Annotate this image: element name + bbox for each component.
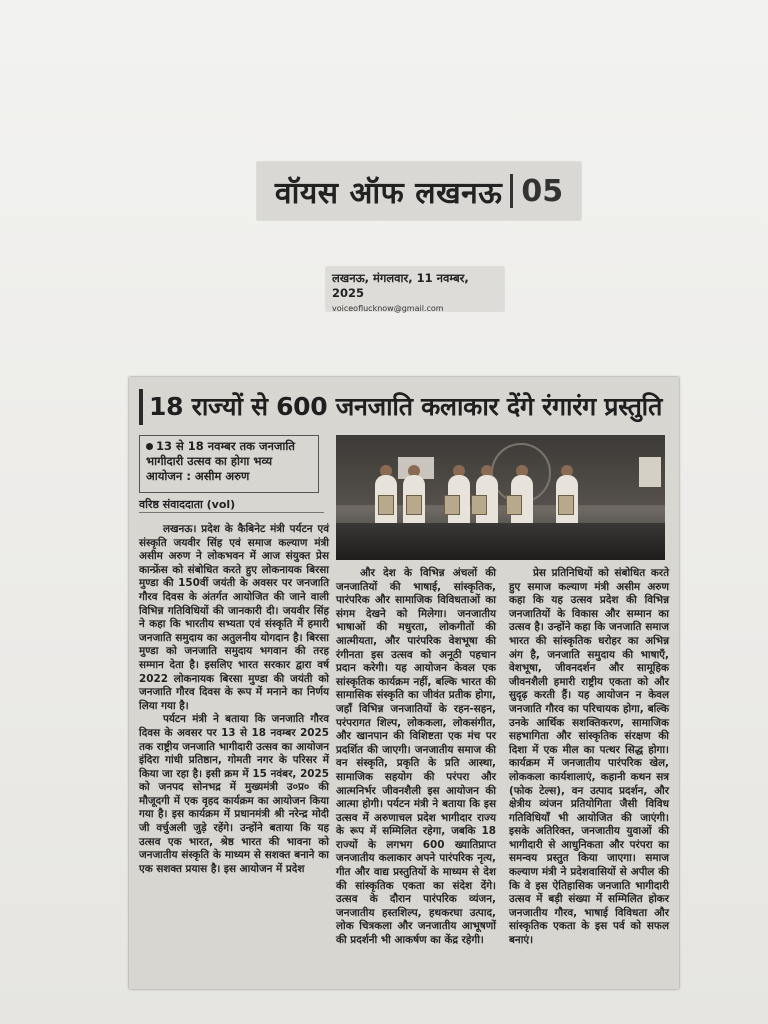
held-booklet bbox=[558, 495, 574, 515]
held-booklet bbox=[506, 495, 522, 515]
paragraph: लखनऊ। प्रदेश के कैबिनेट मंत्री पर्यटन एवं संस्कृति जयवीर सिंह एवं समाज कल्याण मंत्री असीम अरुण ने लोकभवन में आज संयुक्त प्रेस कान्फ्रेंस को संबोधित करते हुए लोकनायक बिरसा मुण्डा की 150वीं जयंती के अवसर पर जनजाति गौरव दिवस के अंतर्गत आयोजित की जाने वाली विभिन्न गतिविधियों की जानकारी दी। जयवीर सिंह ने कहा कि भारतीय सभ्यता एवं संस्कृति में हमारी जनजाति समुदाय का अतुलनीय योगदान है। बिरसा मुण्डा को जनजाति समुदाय भगवान की तरह सम्मान देता है। इसलिए भारत सरकार द्वारा वर्ष 2022 लोकनायक बिरसा मुण्डा की जयंती को जनजाति गौरव दिवस के रूप में मनाने का निर्णय लिया गया है। bbox=[139, 523, 329, 712]
bullet-icon bbox=[146, 443, 153, 450]
byline: वरिष्ठ संवाददाता (vol) bbox=[139, 498, 236, 511]
headline-bar bbox=[139, 389, 143, 425]
byline-rule bbox=[139, 512, 324, 513]
paragraph: पर्यटन मंत्री ने बताया कि जनजाति गौरव दिवस के अवसर पर 13 से 18 नवम्बर 2025 तक राष्ट्रीय जनजाति भागीदारी उत्सव का आयोजन इंदिरा गांधी प्रतिष्ठान, गोमती नगर के परिसर में किया जा रहा है। इसी क्रम में 15 नवंबर, 2025 को जनपद सोनभद्र में मुख्यमंत्री उ०प्र० की मौजूदगी में एक वृहद कार्यक्रम का आयोजन किया गया है। इस कार्यक्रम में प्रधानमंत्री श्री नरेन्द्र मोदी जी वर्चुअली जुड़े रहेंगे। उन्होंने बताया कि यह उत्सव एक भारत, श्रेष्ठ भारत की भावना को जनजातीय संस्कृति के माध्यम से सशक्त बनाने का एक सशक्त प्रयास है। इस आयोजन में प्रदेश bbox=[139, 713, 329, 875]
photo-table bbox=[336, 523, 665, 560]
press-conference-photo bbox=[336, 435, 665, 560]
highlight-text: 13 से 18 नवम्बर तक जनजाति भागीदारी उत्सव का होगा भव्य आयोजन : असीम अरुण bbox=[146, 439, 295, 483]
page-number: 05 bbox=[521, 173, 564, 209]
held-booklet bbox=[444, 495, 460, 515]
article-column-2 bbox=[336, 567, 496, 948]
paragraph: प्रेस प्रतिनिधियों को संबोधित करते हुए समाज कल्याण मंत्री असीम अरुण कहा कि यह उत्सव प्रदेश की विभिन्न जनजातियों के विकास और सम्मान का उत्सव है। उन्होंने कहा कि जनजाति समाज भारत की सांस्कृतिक धरोहर का अभिन्न अंग है, जनजाति समुदाय की भाषाएँ, वेशभूषा, जीवनदर्शन और सामूहिक जीवनशैली हमारी राष्ट्रीय एकता को और सुदृढ़ करती हैं। यह आयोजन न केवल जनजाति गौरव का परिचायक होगा, बल्कि उनके आर्थिक सशक्तिकरण, सामाजिक सहभागिता और सांस्कृतिक संरक्षण की दिशा में एक मील का पत्थर सिद्ध होगा। कार्यक्रम में जनजातीय पारंपरिक खेल, लोककला कार्यशालाएं, कहानी कथन सत्र (फोक टेल्स), वन उत्पाद प्रदर्शन, और क्षेत्रीय व्यंजन प्रतियोगिता जैसी विविध गतिविधियाँ भी आयोजित की जाएंगी। इसके अतिरिक्त, जनजातीय युवाओं की भागीदारी से आधुनिकता और परंपरा का समन्वय प्रस्तुत किया जाएगा। समाज कल्याण मंत्री ने प्रदेशवासियों से अपील की कि वे इस ऐतिहासिक जनजाति भागीदारी उत्सव में बड़ी संख्या में सम्मिलित होकर जनजातीय गौरव, भाषाई विविधता और सांस्कृतिक एकता के इस पर्व को सफल बनाएं। bbox=[509, 567, 669, 947]
masthead-title: वॉयस ऑफ लखनऊ bbox=[274, 175, 503, 211]
masthead bbox=[257, 162, 581, 220]
date-text: लखनऊ, मंगलवार, 11 नवम्बर, 2025 bbox=[332, 271, 469, 300]
held-booklet bbox=[378, 495, 394, 515]
article-column-3 bbox=[509, 567, 669, 948]
held-booklet bbox=[471, 495, 487, 515]
paragraph: और देश के विभिन्न अंचलों की जनजातियों की भाषाई, सांस्कृतिक, पारंपरिक और सामाजिक विविधताओं का संगम देखने को मिलेगा। जनजातीय भाषाओं की मधुरता, लोकगीतों की आत्मीयता, और पारंपरिक वेशभूषा की रंगीनता इस उत्सव को अनूठी पहचान प्रदान करेगी। यह आयोजन केवल एक सांस्कृतिक कार्यक्रम नहीं, बल्कि भारत की सामासिक संस्कृति का जीवंत प्रतीक होगा, जहाँ विभिन्न जनजातियों के रहन-सहन, परंपरागत शिल्प, लोककला, लोकसंगीत, और खानपान की विशिष्टता एक मंच पर प्रदर्शित की जाएगी। जनजातीय समाज की वन संस्कृति, प्रकृति के प्रति आस्था, सामाजिक सहयोग की परंपरा और आत्मनिर्भर जीवनशैली इस आयोजन की आत्मा होगी। पर्यटन मंत्री ने बताया कि इस उत्सव में अरुणाचल प्रदेश भागीदार राज्य के रूप में सम्मिलित रहेगा, जबकि 18 राज्यों के लगभग 600 ख्यातिप्राप्त जनजातीय कलाकार अपने पारंपरिक नृत्य, गीत और वाद्य प्रस्तुतियों के माध्यम से देश की सांस्कृतिक एकता का संदेश देंगे। उत्सव के दौरान पारंपरिक व्यंजन, जनजातीय हस्तशिल्प, हथकरघा उत्पाद, लोक चित्रकला और जनजातीय आभूषणों की प्रदर्शनी भी आकर्षण का केंद्र रहेगी। bbox=[336, 567, 496, 947]
held-booklet bbox=[406, 495, 422, 515]
article-headline bbox=[139, 385, 671, 431]
article-column-1 bbox=[139, 523, 329, 876]
email-text: voiceoflucknow@gmail.com bbox=[332, 304, 444, 313]
dateline bbox=[326, 267, 504, 311]
highlight-box bbox=[139, 435, 319, 493]
headline-text: 18 राज्यों से 600 जनजाति कलाकार देंगे रंगारंग प्रस्तुति bbox=[149, 392, 663, 421]
photo-plaque bbox=[639, 457, 661, 487]
masthead-divider bbox=[510, 174, 513, 208]
article-clipping bbox=[129, 377, 679, 989]
